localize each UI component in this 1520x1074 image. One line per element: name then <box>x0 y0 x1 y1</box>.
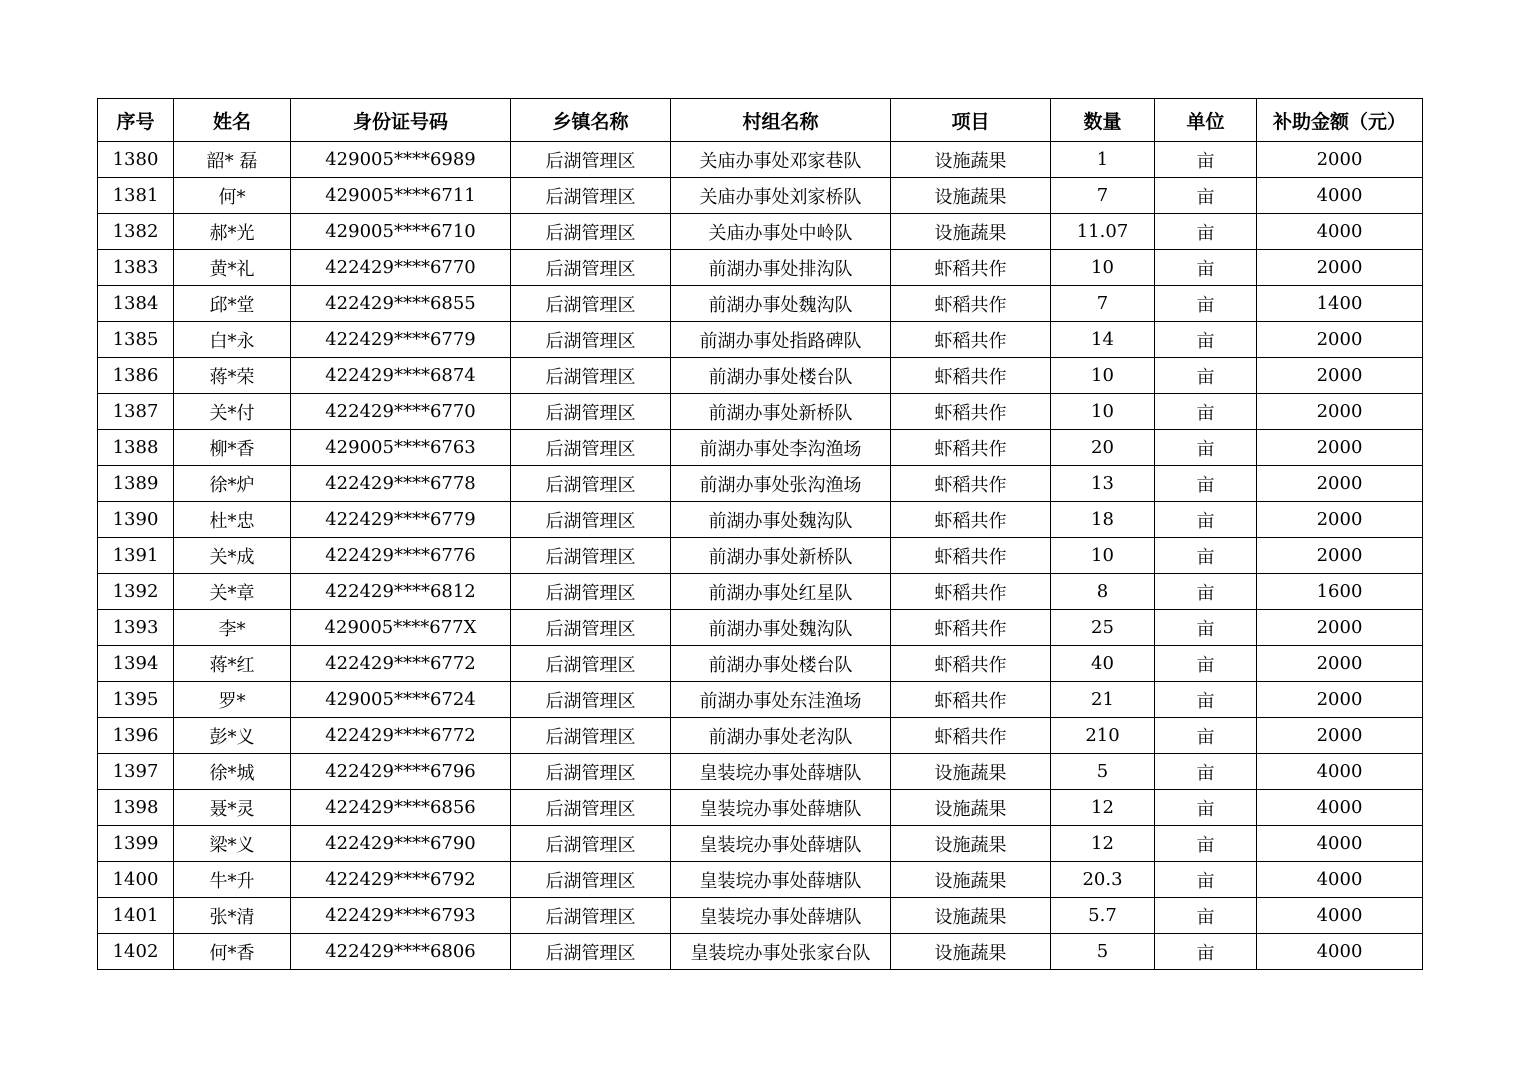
cell-id-number: 422429****6855 <box>291 286 511 322</box>
cell-project: 设施蔬果 <box>891 754 1051 790</box>
cell-village-group: 前湖办事处老沟队 <box>671 718 891 754</box>
cell-quantity: 21 <box>1051 682 1155 718</box>
cell-name: 彭*义 <box>174 718 291 754</box>
header-index: 序号 <box>98 99 174 142</box>
cell-unit: 亩 <box>1155 718 1257 754</box>
cell-township: 后湖管理区 <box>511 610 671 646</box>
cell-subsidy-amount: 2000 <box>1257 502 1423 538</box>
cell-name: 李* <box>174 610 291 646</box>
cell-id-number: 422429****6779 <box>291 322 511 358</box>
table-row <box>98 754 1423 790</box>
table-row <box>98 394 1423 430</box>
cell-village-group: 皇装垸办事处薛塘队 <box>671 754 891 790</box>
cell-unit: 亩 <box>1155 790 1257 826</box>
header-township: 乡镇名称 <box>511 99 671 142</box>
cell-id-number: 422429****6812 <box>291 574 511 610</box>
cell-id-number: 422429****6796 <box>291 754 511 790</box>
cell-unit: 亩 <box>1155 898 1257 934</box>
cell-quantity: 20 <box>1051 430 1155 466</box>
cell-project: 虾稻共作 <box>891 322 1051 358</box>
cell-index: 1399 <box>98 826 174 862</box>
cell-township: 后湖管理区 <box>511 934 671 970</box>
cell-project: 设施蔬果 <box>891 826 1051 862</box>
cell-township: 后湖管理区 <box>511 646 671 682</box>
cell-township: 后湖管理区 <box>511 718 671 754</box>
cell-village-group: 前湖办事处排沟队 <box>671 250 891 286</box>
cell-village-group: 前湖办事处楼台队 <box>671 646 891 682</box>
cell-id-number: 429005****677X <box>291 610 511 646</box>
cell-unit: 亩 <box>1155 250 1257 286</box>
table-row <box>98 934 1423 970</box>
cell-township: 后湖管理区 <box>511 358 671 394</box>
cell-township: 后湖管理区 <box>511 430 671 466</box>
table-row <box>98 574 1423 610</box>
cell-village-group: 前湖办事处新桥队 <box>671 394 891 430</box>
cell-subsidy-amount: 1400 <box>1257 286 1423 322</box>
cell-index: 1397 <box>98 754 174 790</box>
cell-village-group: 关庙办事处中岭队 <box>671 214 891 250</box>
cell-village-group: 前湖办事处魏沟队 <box>671 502 891 538</box>
cell-subsidy-amount: 4000 <box>1257 754 1423 790</box>
cell-village-group: 皇装垸办事处薛塘队 <box>671 790 891 826</box>
cell-name: 杜*忠 <box>174 502 291 538</box>
cell-township: 后湖管理区 <box>511 538 671 574</box>
cell-id-number: 422429****6770 <box>291 394 511 430</box>
cell-township: 后湖管理区 <box>511 898 671 934</box>
cell-project: 设施蔬果 <box>891 214 1051 250</box>
table-row <box>98 610 1423 646</box>
cell-quantity: 7 <box>1051 286 1155 322</box>
cell-township: 后湖管理区 <box>511 142 671 178</box>
cell-township: 后湖管理区 <box>511 754 671 790</box>
cell-index: 1382 <box>98 214 174 250</box>
cell-quantity: 11.07 <box>1051 214 1155 250</box>
cell-project: 虾稻共作 <box>891 250 1051 286</box>
cell-quantity: 12 <box>1051 790 1155 826</box>
cell-project: 设施蔬果 <box>891 142 1051 178</box>
cell-project: 虾稻共作 <box>891 466 1051 502</box>
cell-quantity: 12 <box>1051 826 1155 862</box>
cell-unit: 亩 <box>1155 610 1257 646</box>
cell-name: 何*香 <box>174 934 291 970</box>
cell-project: 虾稻共作 <box>891 610 1051 646</box>
cell-subsidy-amount: 2000 <box>1257 610 1423 646</box>
cell-subsidy-amount: 4000 <box>1257 214 1423 250</box>
cell-quantity: 20.3 <box>1051 862 1155 898</box>
cell-name: 关*章 <box>174 574 291 610</box>
cell-village-group: 前湖办事处新桥队 <box>671 538 891 574</box>
table-body <box>98 142 1423 970</box>
header-quantity: 数量 <box>1051 99 1155 142</box>
cell-index: 1381 <box>98 178 174 214</box>
cell-village-group: 皇装垸办事处薛塘队 <box>671 898 891 934</box>
cell-id-number: 422429****6770 <box>291 250 511 286</box>
cell-subsidy-amount: 2000 <box>1257 538 1423 574</box>
cell-index: 1384 <box>98 286 174 322</box>
cell-village-group: 前湖办事处魏沟队 <box>671 610 891 646</box>
cell-project: 设施蔬果 <box>891 862 1051 898</box>
cell-id-number: 429005****6711 <box>291 178 511 214</box>
cell-quantity: 210 <box>1051 718 1155 754</box>
cell-unit: 亩 <box>1155 826 1257 862</box>
cell-id-number: 422429****6778 <box>291 466 511 502</box>
table-row <box>98 718 1423 754</box>
cell-id-number: 422429****6874 <box>291 358 511 394</box>
cell-village-group: 前湖办事处红星队 <box>671 574 891 610</box>
cell-quantity: 14 <box>1051 322 1155 358</box>
cell-project: 虾稻共作 <box>891 502 1051 538</box>
cell-village-group: 皇装垸办事处张家台队 <box>671 934 891 970</box>
cell-township: 后湖管理区 <box>511 502 671 538</box>
table-row <box>98 178 1423 214</box>
cell-unit: 亩 <box>1155 178 1257 214</box>
cell-quantity: 25 <box>1051 610 1155 646</box>
cell-project: 设施蔬果 <box>891 790 1051 826</box>
cell-village-group: 前湖办事处东洼渔场 <box>671 682 891 718</box>
cell-name: 徐*城 <box>174 754 291 790</box>
table-row <box>98 322 1423 358</box>
table-row <box>98 646 1423 682</box>
cell-id-number: 422429****6772 <box>291 646 511 682</box>
cell-name: 柳*香 <box>174 430 291 466</box>
cell-quantity: 8 <box>1051 574 1155 610</box>
cell-village-group: 皇装垸办事处薛塘队 <box>671 826 891 862</box>
header-unit: 单位 <box>1155 99 1257 142</box>
cell-subsidy-amount: 2000 <box>1257 682 1423 718</box>
cell-index: 1394 <box>98 646 174 682</box>
cell-township: 后湖管理区 <box>511 250 671 286</box>
cell-id-number: 422429****6776 <box>291 538 511 574</box>
cell-index: 1388 <box>98 430 174 466</box>
table-row <box>98 826 1423 862</box>
cell-unit: 亩 <box>1155 682 1257 718</box>
table-row <box>98 682 1423 718</box>
cell-index: 1398 <box>98 790 174 826</box>
cell-village-group: 前湖办事处李沟渔场 <box>671 430 891 466</box>
cell-township: 后湖管理区 <box>511 466 671 502</box>
table-row <box>98 790 1423 826</box>
cell-index: 1391 <box>98 538 174 574</box>
cell-name: 牛*升 <box>174 862 291 898</box>
cell-unit: 亩 <box>1155 646 1257 682</box>
cell-project: 虾稻共作 <box>891 394 1051 430</box>
cell-township: 后湖管理区 <box>511 790 671 826</box>
cell-index: 1392 <box>98 574 174 610</box>
cell-unit: 亩 <box>1155 754 1257 790</box>
header-project: 项目 <box>891 99 1051 142</box>
cell-village-group: 前湖办事处指路碑队 <box>671 322 891 358</box>
cell-subsidy-amount: 2000 <box>1257 358 1423 394</box>
table-row <box>98 862 1423 898</box>
cell-quantity: 10 <box>1051 358 1155 394</box>
cell-township: 后湖管理区 <box>511 178 671 214</box>
cell-subsidy-amount: 2000 <box>1257 394 1423 430</box>
cell-unit: 亩 <box>1155 286 1257 322</box>
cell-township: 后湖管理区 <box>511 862 671 898</box>
header-subsidy-amount: 补助金额（元） <box>1257 99 1423 142</box>
cell-subsidy-amount: 2000 <box>1257 142 1423 178</box>
cell-id-number: 422429****6790 <box>291 826 511 862</box>
cell-subsidy-amount: 1600 <box>1257 574 1423 610</box>
cell-quantity: 10 <box>1051 250 1155 286</box>
cell-subsidy-amount: 4000 <box>1257 178 1423 214</box>
cell-subsidy-amount: 2000 <box>1257 718 1423 754</box>
cell-township: 后湖管理区 <box>511 214 671 250</box>
cell-index: 1396 <box>98 718 174 754</box>
cell-quantity: 10 <box>1051 394 1155 430</box>
cell-project: 虾稻共作 <box>891 682 1051 718</box>
cell-name: 关*付 <box>174 394 291 430</box>
cell-index: 1380 <box>98 142 174 178</box>
cell-name: 何* <box>174 178 291 214</box>
cell-name: 聂*灵 <box>174 790 291 826</box>
cell-id-number: 422429****6772 <box>291 718 511 754</box>
header-village-group: 村组名称 <box>671 99 891 142</box>
cell-township: 后湖管理区 <box>511 682 671 718</box>
cell-unit: 亩 <box>1155 502 1257 538</box>
cell-index: 1389 <box>98 466 174 502</box>
cell-unit: 亩 <box>1155 862 1257 898</box>
cell-unit: 亩 <box>1155 934 1257 970</box>
cell-unit: 亩 <box>1155 142 1257 178</box>
cell-quantity: 5.7 <box>1051 898 1155 934</box>
cell-index: 1390 <box>98 502 174 538</box>
cell-unit: 亩 <box>1155 538 1257 574</box>
cell-id-number: 429005****6989 <box>291 142 511 178</box>
cell-id-number: 422429****6856 <box>291 790 511 826</box>
cell-subsidy-amount: 2000 <box>1257 466 1423 502</box>
cell-village-group: 关庙办事处邓家巷队 <box>671 142 891 178</box>
cell-village-group: 前湖办事处楼台队 <box>671 358 891 394</box>
cell-name: 张*清 <box>174 898 291 934</box>
cell-quantity: 13 <box>1051 466 1155 502</box>
cell-unit: 亩 <box>1155 430 1257 466</box>
cell-index: 1393 <box>98 610 174 646</box>
table-row <box>98 358 1423 394</box>
cell-id-number: 429005****6710 <box>291 214 511 250</box>
cell-index: 1387 <box>98 394 174 430</box>
cell-unit: 亩 <box>1155 214 1257 250</box>
cell-unit: 亩 <box>1155 322 1257 358</box>
cell-name: 黄*礼 <box>174 250 291 286</box>
table-row <box>98 142 1423 178</box>
cell-name: 蒋*红 <box>174 646 291 682</box>
cell-name: 韶* 磊 <box>174 142 291 178</box>
cell-name: 罗* <box>174 682 291 718</box>
cell-name: 郝*光 <box>174 214 291 250</box>
cell-index: 1401 <box>98 898 174 934</box>
cell-quantity: 10 <box>1051 538 1155 574</box>
cell-id-number: 429005****6724 <box>291 682 511 718</box>
cell-subsidy-amount: 4000 <box>1257 790 1423 826</box>
cell-township: 后湖管理区 <box>511 826 671 862</box>
cell-quantity: 5 <box>1051 754 1155 790</box>
cell-id-number: 422429****6792 <box>291 862 511 898</box>
table-row <box>98 538 1423 574</box>
cell-township: 后湖管理区 <box>511 574 671 610</box>
cell-index: 1400 <box>98 862 174 898</box>
cell-subsidy-amount: 2000 <box>1257 250 1423 286</box>
cell-index: 1383 <box>98 250 174 286</box>
cell-name: 关*成 <box>174 538 291 574</box>
cell-project: 虾稻共作 <box>891 538 1051 574</box>
cell-name: 徐*炉 <box>174 466 291 502</box>
table-row <box>98 430 1423 466</box>
cell-name: 梁*义 <box>174 826 291 862</box>
cell-id-number: 422429****6793 <box>291 898 511 934</box>
cell-quantity: 5 <box>1051 934 1155 970</box>
header-name: 姓名 <box>174 99 291 142</box>
cell-subsidy-amount: 4000 <box>1257 934 1423 970</box>
cell-project: 虾稻共作 <box>891 430 1051 466</box>
cell-village-group: 前湖办事处魏沟队 <box>671 286 891 322</box>
cell-index: 1402 <box>98 934 174 970</box>
cell-unit: 亩 <box>1155 394 1257 430</box>
cell-index: 1386 <box>98 358 174 394</box>
cell-subsidy-amount: 4000 <box>1257 826 1423 862</box>
cell-project: 虾稻共作 <box>891 646 1051 682</box>
cell-project: 设施蔬果 <box>891 934 1051 970</box>
cell-project: 设施蔬果 <box>891 898 1051 934</box>
cell-name: 邱*堂 <box>174 286 291 322</box>
cell-project: 虾稻共作 <box>891 718 1051 754</box>
cell-township: 后湖管理区 <box>511 322 671 358</box>
cell-village-group: 关庙办事处刘家桥队 <box>671 178 891 214</box>
cell-project: 虾稻共作 <box>891 286 1051 322</box>
table-row <box>98 214 1423 250</box>
table-row <box>98 502 1423 538</box>
cell-name: 蒋*荣 <box>174 358 291 394</box>
cell-subsidy-amount: 2000 <box>1257 430 1423 466</box>
cell-subsidy-amount: 4000 <box>1257 898 1423 934</box>
cell-name: 白*永 <box>174 322 291 358</box>
cell-subsidy-amount: 2000 <box>1257 646 1423 682</box>
cell-id-number: 429005****6763 <box>291 430 511 466</box>
cell-township: 后湖管理区 <box>511 394 671 430</box>
cell-unit: 亩 <box>1155 574 1257 610</box>
cell-id-number: 422429****6779 <box>291 502 511 538</box>
table-header-row <box>98 99 1423 142</box>
table-row <box>98 466 1423 502</box>
cell-village-group: 前湖办事处张沟渔场 <box>671 466 891 502</box>
cell-quantity: 40 <box>1051 646 1155 682</box>
cell-subsidy-amount: 2000 <box>1257 322 1423 358</box>
cell-index: 1385 <box>98 322 174 358</box>
header-id-number: 身份证号码 <box>291 99 511 142</box>
cell-project: 虾稻共作 <box>891 358 1051 394</box>
cell-index: 1395 <box>98 682 174 718</box>
cell-project: 设施蔬果 <box>891 178 1051 214</box>
cell-subsidy-amount: 4000 <box>1257 862 1423 898</box>
cell-unit: 亩 <box>1155 466 1257 502</box>
cell-township: 后湖管理区 <box>511 286 671 322</box>
cell-id-number: 422429****6806 <box>291 934 511 970</box>
subsidy-table <box>97 98 1423 970</box>
cell-quantity: 7 <box>1051 178 1155 214</box>
table-row <box>98 286 1423 322</box>
table-row <box>98 898 1423 934</box>
cell-unit: 亩 <box>1155 358 1257 394</box>
cell-quantity: 18 <box>1051 502 1155 538</box>
table-row <box>98 250 1423 286</box>
cell-project: 虾稻共作 <box>891 574 1051 610</box>
cell-village-group: 皇装垸办事处薛塘队 <box>671 862 891 898</box>
cell-quantity: 1 <box>1051 142 1155 178</box>
